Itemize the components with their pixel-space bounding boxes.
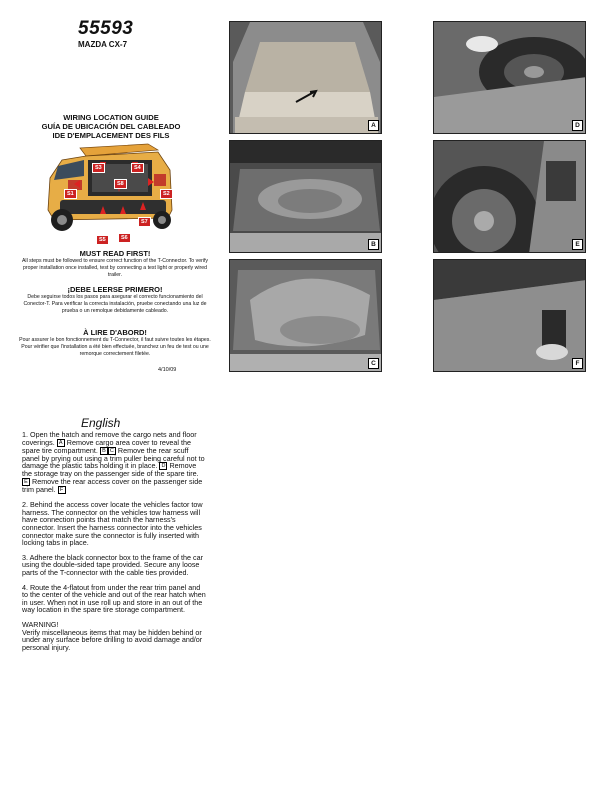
step-text: Remove the rear scuff panel by prying out using a trim puller being careful not to damage the plastic tabs holding it in place.	[22, 445, 205, 471]
vehicle-rear-illustration	[40, 140, 180, 243]
step-text: Remove the storage tray on the passenger side of the spare tire.	[22, 461, 199, 479]
guide-title-en: WIRING LOCATION GUIDE	[63, 113, 159, 122]
location-label-s1	[64, 182, 77, 200]
location-label-s8	[114, 172, 127, 190]
must-read-heading: ¡DEBE LEERSE PRIMERO!	[67, 285, 163, 294]
photo-label: D	[572, 120, 583, 131]
photo-e	[433, 140, 586, 253]
warning-heading: WARNING!	[22, 619, 59, 629]
photo-label: C	[368, 358, 379, 369]
location-label-s6	[118, 226, 131, 244]
location-label-s5	[96, 228, 109, 246]
step-text: Remove the rear access cover on the passenger side trim panel.	[22, 477, 203, 495]
location-label-text: S8	[114, 179, 127, 189]
photo-ref-f: F	[58, 486, 66, 494]
photo-c	[229, 259, 382, 372]
warning-body: Verify miscellaneous items that may be hidden behind or under any surface before drilling to avoid damage and/or personal injury.	[22, 627, 203, 652]
part-number: 55593	[78, 18, 134, 39]
step-1	[22, 431, 207, 494]
photo-ref-a: A	[57, 439, 65, 447]
photo-ref-d: D	[159, 462, 167, 470]
guide-title-es: GUÍA DE UBICACIÓN DEL CABLEADO	[41, 122, 181, 131]
step-2: 2. Behind the access cover locate the vehicles factor tow harness. The connector on the vehicles tow harness will have connection points that match the harness's connector. Insert the harness connector into the vehicles connector make sure the connector is fully inserted with locking tabs in place.	[22, 500, 203, 548]
must-read-body: Debe seguirse todos los pasos para asegurar el correcto funcionamiento del Conector-T. Para verificar la correcta instalación, pruebe conectando una luz de prueba o un remolque debidamente cableado.	[23, 294, 207, 314]
guide-title	[30, 113, 192, 140]
revision-date: 4/10/09	[158, 367, 177, 373]
photo-ref-e: E	[22, 478, 30, 486]
location-label-s3	[92, 156, 105, 174]
must-read-french	[18, 328, 212, 358]
guide-title-fr: IDE D'EMPLACEMENT DES FILS	[52, 131, 170, 140]
instructions	[22, 431, 207, 658]
step-text: Remove cargo area cover to reveal the spare tire compartment.	[22, 437, 192, 455]
vehicle-model: MAZDA CX-7	[78, 40, 128, 49]
location-label-s7	[138, 210, 151, 228]
location-label-text: S6	[118, 233, 131, 243]
photo-label: F	[572, 358, 583, 369]
location-label-s4	[131, 156, 144, 174]
step-3: 3. Adhere the black connector box to the frame of the car using the double-sided tape provided. Secure any loose parts of the T-connector with the cable ties provided.	[22, 552, 203, 577]
must-read-english	[18, 249, 212, 279]
must-read-body: Pour assurer le bon fonctionnement du T-Connector, il faut suivre toutes les étapes. Pour vérifier que l'installation a été bien effectuée, branchez un feu de test ou une remorque correctement filetée.	[19, 337, 211, 357]
must-read-body: All steps must be followed to ensure correct function of the T-Connector. To verify proper installation once installed, test by connecting a test light or properly wired trailer.	[21, 258, 209, 278]
location-label-text: S1	[64, 189, 77, 199]
photo-f	[433, 259, 586, 372]
must-read-heading: À LIRE D'ABORD!	[83, 328, 147, 337]
location-label-s2	[160, 182, 173, 200]
location-label-text: S3	[92, 163, 105, 173]
section-heading-english: English	[81, 416, 121, 430]
location-label-text: S4	[131, 163, 144, 173]
step-4: 4. Route the 4-flatout from under the rear trim panel and to the center of the vehicle and out of the rear hatch when in user. When not in use roll up and store in an out of the way location in the spare tire storage compartment.	[22, 582, 206, 615]
location-label-text: S5	[96, 235, 109, 245]
location-label-text: S2	[160, 189, 173, 199]
photo-label: E	[572, 239, 583, 250]
photo-ref-b: B	[100, 447, 108, 455]
photo-ref-c: C	[108, 447, 116, 455]
photo-b	[229, 140, 382, 253]
photo-a	[229, 21, 382, 134]
photo-label: B	[368, 239, 379, 250]
photo-label: A	[368, 120, 379, 131]
must-read-spanish	[18, 285, 212, 315]
must-read-heading: MUST READ FIRST!	[79, 249, 151, 258]
photo-d	[433, 21, 586, 134]
step-text: 1. Open the hatch and remove the cargo nets and floor coverings.	[22, 430, 197, 447]
location-label-text: S7	[138, 217, 151, 227]
